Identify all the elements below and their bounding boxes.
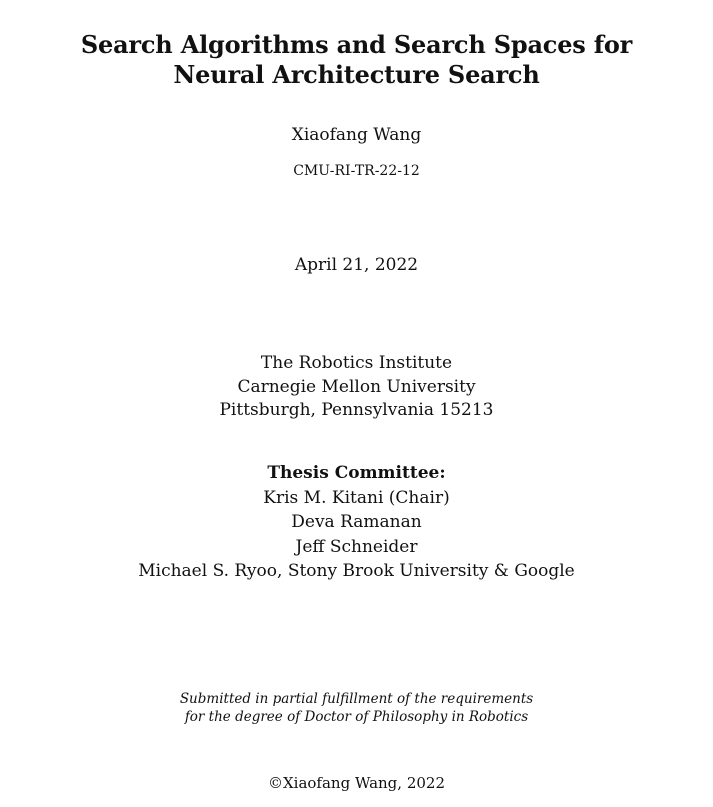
submission-line-2: for the degree of Doctor of Philosophy in Robotics <box>184 708 529 725</box>
institute-location: Pittsburgh, Pennsylvania 15213 <box>219 400 494 420</box>
thesis-title-line-1: Search Algorithms and Search Spaces for <box>80 30 633 59</box>
committee-heading: Thesis Committee: <box>267 463 446 483</box>
institute-address <box>0 352 713 423</box>
author-name: Xiaofang Wang <box>291 125 422 145</box>
committee-member: Michael S. Ryoo, Stony Brook University & Google <box>138 561 575 581</box>
copyright-notice: ©Xiaofang Wang, 2022 <box>267 774 445 792</box>
committee-member: Kris M. Kitani (Chair) <box>263 487 450 508</box>
university-name: Carnegie Mellon University <box>237 376 476 397</box>
submission-statement <box>0 691 713 726</box>
institute-name: The Robotics Institute <box>260 353 453 373</box>
report-number: CMU-RI-TR-22-12 <box>293 163 420 179</box>
thesis-committee <box>0 461 713 584</box>
thesis-title <box>0 30 713 90</box>
thesis-title-line-2: Neural Architecture Search <box>173 60 540 89</box>
committee-member: Deva Ramanan <box>291 512 422 532</box>
committee-member: Jeff Schneider <box>295 536 418 557</box>
submission-line-1: Submitted in partial fulfillment of the requirements <box>179 691 534 707</box>
publication-date: April 21, 2022 <box>294 255 419 275</box>
